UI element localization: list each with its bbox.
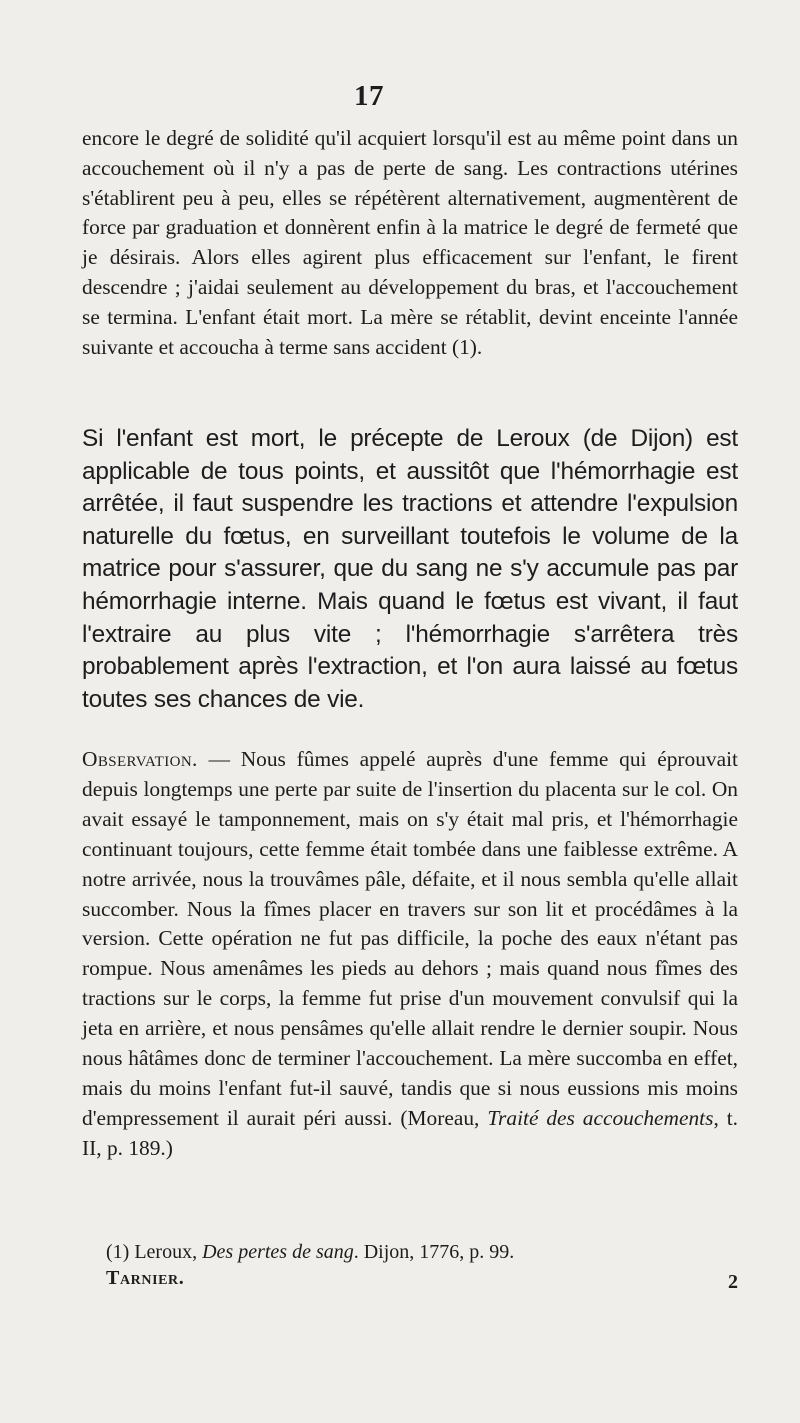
observation-citation: , t. II, p. 189.) [82,1105,738,1160]
observation-text: Nous fûmes appelé auprès d'une femme qui éprouvait depuis longtemps une perte par suite de l'insertion du placenta sur le col. On avait essayé le tamponnement, mais on s'y était mal pris, et l'hémorrhagie continuant toujours, cette femme était tombée dans une faiblesse extrême. A notre arrivée, nous la trouvâmes pâle, défaite, et il nous sembla qu'elle allait succomber. Nous la fîmes placer en travers sur son lit et procédâmes à la version. Cette opération ne fut pas difficile, la poche des eaux n'étant pas rompue. Nous amenâmes les pieds au dehors ; mais quand nous fîmes des tractions sur le corps, la femme fut prise d'un mouvement convulsif qui la jeta en arrière, et nous pensâmes qu'elle allait rendre le dernier soupir. Nous nous hâtâmes donc de terminer l'accouchement. La mère succomba en effet, mais du moins l'enfant fut-il sauvé, tandis que si nous eussions mis moins d'empressement il aurait péri aussi. (Moreau, [82,747,738,1130]
printer-signature: Tarnier. [106,1267,185,1289]
footnote [106,1240,738,1265]
sheet-number: 2 [728,1271,738,1293]
footnote-details: . Dijon, 1776, p. 99. [353,1241,515,1263]
observation-dash: — [197,747,241,771]
observation-label: Observation. [82,747,198,771]
paragraph-precept: Si l'enfant est mort, le précepte de Leroux (de Dijon) est applicable de tous points, et aussitôt que l'hémorrhagie est arrêtée, il faut suspendre les tractions et attendre l'expulsion naturelle du fœtus, en surveillant toutefois le volume de la matrice pour s'assurer, que du sang ne s'y accumule pas par hémorrhagie interne. Mais quand le fœtus est vivant, il faut l'extraire au plus vite ; l'hémorrhagie s'arrêtera très probablement après l'extraction, et l'on aura laissé au fœtus toutes ses chances de vie. [82,425,738,713]
page-number: 17 [354,80,384,112]
observation-paragraph [82,745,738,1164]
observation-work-title: Traité des accouchements [487,1105,714,1130]
signature-row [106,1266,738,1291]
footnote-author: Leroux, [134,1241,203,1263]
footnote-marker: (1) [106,1241,135,1263]
footnote-work-title: Des pertes de sang [202,1241,354,1263]
paragraph-continuation: encore le degré de solidité qu'il acquiert lorsqu'il est au même point dans un accouchement où il n'y a pas de perte de sang. Les contractions utérines s'établirent peu à peu, elles se répétèrent alternativement, augmentèrent de force par graduation et donnèrent enfin à la matrice le degré de fermeté que je désirais. Alors elles agirent plus efficacement sur l'enfant, le firent descendre ; j'aidai seulement au développement du bras, et l'accouchement se termina. L'enfant était mort. La mère se rétablit, devint enceinte l'année suivante et accoucha à terme sans accident (1). [82,126,738,359]
